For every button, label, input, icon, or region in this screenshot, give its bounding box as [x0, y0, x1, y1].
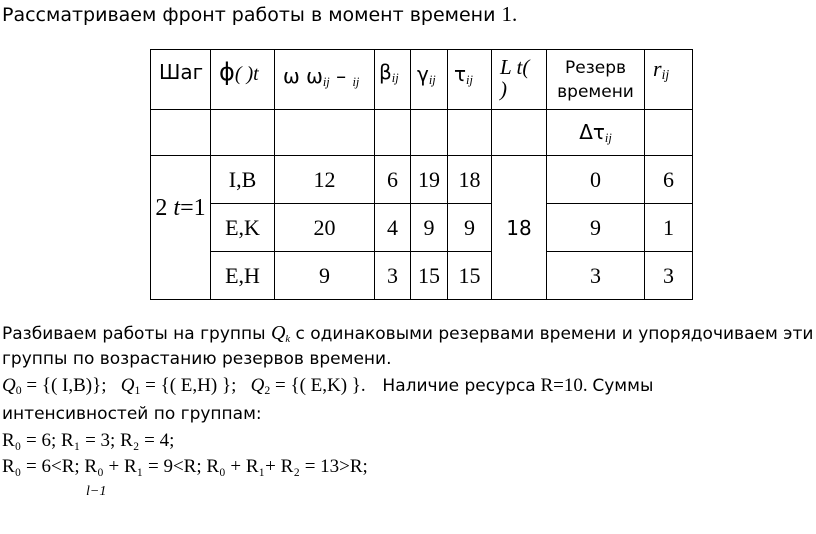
subheader-empty-2	[211, 110, 275, 156]
paragraph-groups: Разбиваем работы на группы $Q_k$ с одинаковыми резервами времени и упорядочиваем эти	[2, 322, 814, 345]
cell-gamma: 15	[411, 252, 448, 300]
sums-line2: R₀ = 6<R; R₀ + R₁ = 9<R; R₀ + R₁+ R₂ = 13>R;	[2, 456, 368, 477]
paragraph-groups-line2: группы по возрастанию резервов времени.	[2, 349, 392, 369]
cell-work: E,K	[211, 204, 275, 252]
header-step: Шаг	[151, 50, 211, 110]
table-row	[151, 252, 693, 300]
header-reserve: Резерв времени	[547, 50, 645, 110]
cell-delta: 0	[547, 156, 645, 204]
cell-gamma: 9	[411, 204, 448, 252]
intro-line	[2, 2, 517, 27]
cell-r: 6	[645, 156, 693, 204]
sums-footer: l−1	[86, 484, 107, 499]
cell-r: 3	[645, 252, 693, 300]
header-r: $r_{ij}$	[645, 50, 693, 110]
table-row	[151, 204, 693, 252]
subheader-empty-7	[492, 110, 547, 156]
cell-tau: 15	[448, 252, 492, 300]
header-lt: L t( )	[492, 50, 547, 110]
subheader-empty-5	[411, 110, 448, 156]
cell-r: 1	[645, 204, 693, 252]
subheader-empty-9	[645, 110, 693, 156]
cell-beta: 4	[375, 204, 411, 252]
groups-line: $Q_0$ = {( I,B)}; $Q_1$ = {( E,H) }; $Q_2$ = {( E,K) }. Наличие ресурса R=10. Суммы	[2, 375, 654, 397]
cell-beta: 6	[375, 156, 411, 204]
header-gamma: $\gamma_{ij}$	[411, 50, 448, 110]
step-label: 2 t=1	[151, 156, 211, 300]
cell-omega: 12	[275, 156, 375, 204]
cell-omega: 20	[275, 204, 375, 252]
header-tau: $\tau_{ij}$	[448, 50, 492, 110]
intro-text: Рассматриваем фронт работы в момент времени	[2, 4, 496, 26]
sums-line1: R₀ = 6; R₁ = 3; R₂ = 4;	[2, 430, 175, 451]
cell-work: I,B	[211, 156, 275, 204]
cell-work: E,H	[211, 252, 275, 300]
header-phi: ϕ( )t	[211, 50, 275, 110]
header-omega: ω $\omega_{ij} - _{ij}$	[275, 50, 375, 110]
cell-lt-value: 18	[492, 156, 547, 300]
cell-tau: 9	[448, 204, 492, 252]
cell-delta: 3	[547, 252, 645, 300]
intro-value: 1.	[501, 2, 518, 26]
subheader-empty-3	[275, 110, 375, 156]
header-beta: $\beta_{ij}$	[375, 50, 411, 110]
cell-tau: 18	[448, 156, 492, 204]
subheader-empty-1	[151, 110, 211, 156]
cell-beta: 3	[375, 252, 411, 300]
subheader-empty-4	[375, 110, 411, 156]
subheader-empty-6	[448, 110, 492, 156]
schedule-table	[150, 49, 693, 300]
cell-delta: 9	[547, 204, 645, 252]
cell-omega: 9	[275, 252, 375, 300]
groups-line2: интенсивностей по группам:	[2, 404, 262, 424]
table-row	[151, 156, 693, 204]
cell-gamma: 19	[411, 156, 448, 204]
header-delta-tau: $\Delta\tau_{ij}$	[547, 110, 645, 156]
